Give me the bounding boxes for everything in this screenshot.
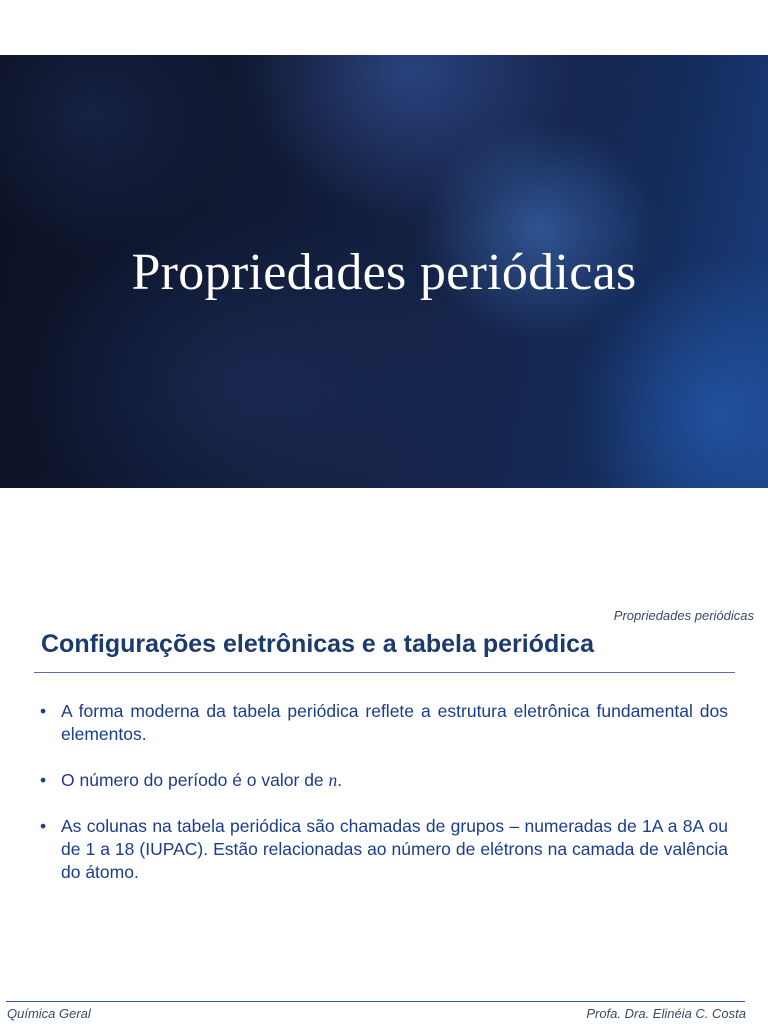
bullet-icon: • — [40, 701, 47, 721]
slide-title: Propriedades periódicas — [131, 244, 637, 301]
bullet-list — [40, 700, 728, 907]
footer-author: Profa. Dra. Elinéia C. Costa — [586, 1006, 746, 1021]
bullet-icon: • — [40, 816, 47, 836]
title-slide — [0, 55, 768, 488]
header-tag: Propriedades periódicas — [613, 608, 754, 623]
bullet-text: A forma moderna da tabela periódica reflete a estrutura eletrônica fundamental dos elementos. — [61, 701, 728, 744]
math-variable: n — [328, 770, 338, 790]
bullet-text: O número do período é o valor de — [61, 770, 329, 790]
footer-divider — [6, 1001, 745, 1002]
bullet-item — [40, 815, 728, 884]
bullet-item — [40, 700, 728, 746]
slide-heading: Configurações eletrônicas e a tabela periódica — [41, 630, 594, 658]
bullet-icon: • — [40, 770, 47, 790]
bullet-text-end: . — [337, 770, 343, 790]
content-slide — [0, 595, 768, 1024]
bullet-text: As colunas na tabela periódica são chamadas de grupos – numeradas de 1A a 8A ou de 1 a 18 (IUPAC). Estão relacionadas ao número de elétrons na camada de valência do átomo. — [61, 816, 728, 882]
heading-divider — [34, 672, 735, 673]
bullet-item — [40, 769, 728, 792]
footer-course: Química Geral — [7, 1006, 91, 1021]
